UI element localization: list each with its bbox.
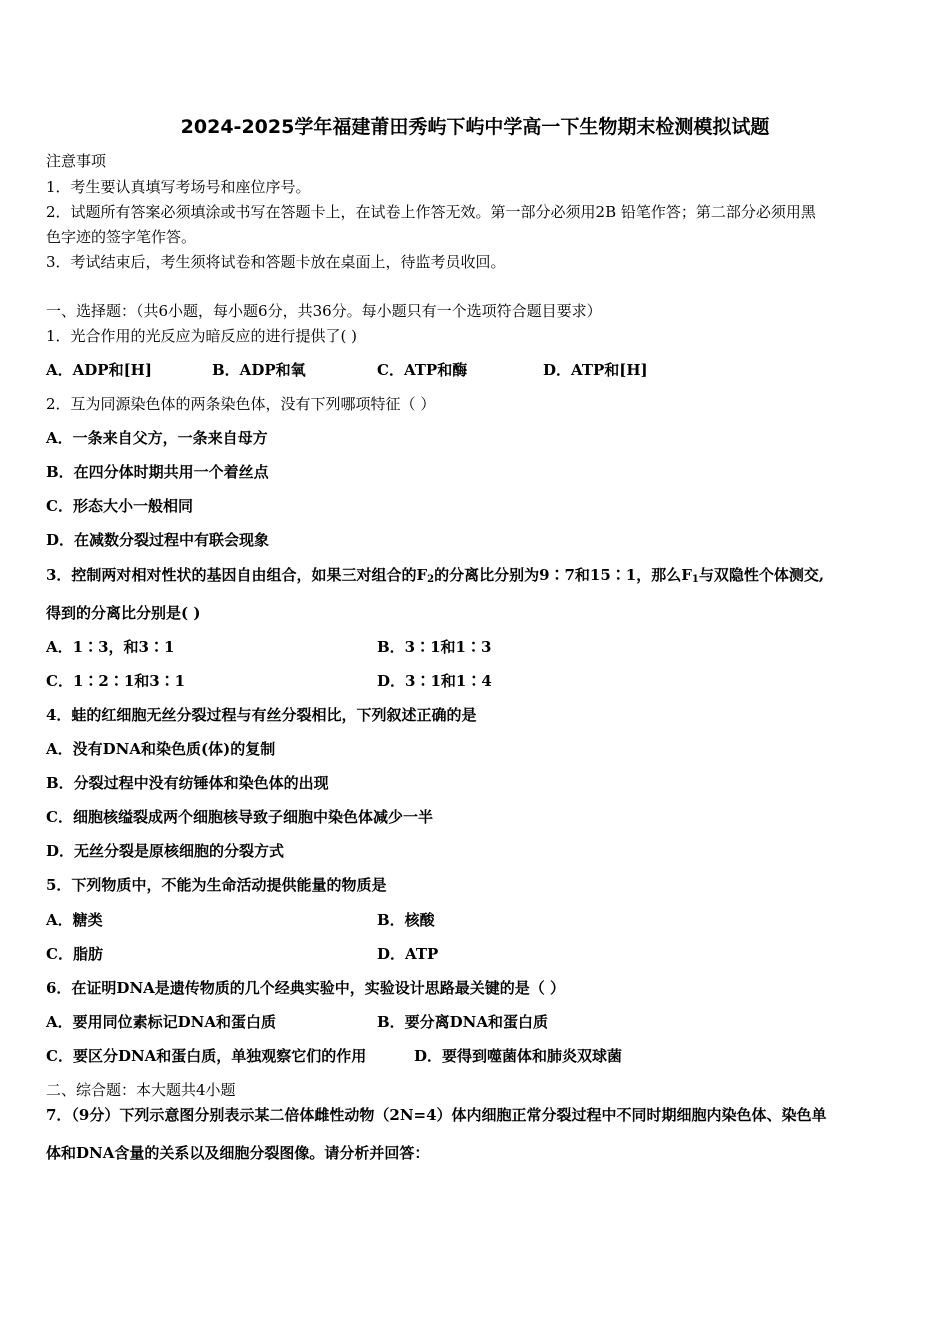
q4-option-a: A．没有DNA和染色质(体)的复制 (46, 740, 276, 758)
q3-subscript-2: 2 (427, 574, 435, 585)
q1-option-b: B．ADP和氧 (212, 361, 306, 379)
q4-option-b: B．分裂过程中没有纺锤体和染色体的出现 (46, 774, 329, 792)
q3-subscript-1: 1 (691, 574, 699, 585)
notice-heading: 注意事项 (46, 152, 107, 170)
q3-option-c: C．1∶2∶1和3∶1 (46, 672, 186, 690)
q6-option-a: A．要用同位素标记DNA和蛋白质 (46, 1013, 276, 1031)
q4-option-c: C．细胞核缢裂成两个细胞核导致子细胞中染色体减少一半 (46, 808, 433, 826)
question-6-stem: 6．在证明DNA是遗传物质的几个经典实验中，实验设计思路最关键的是（ ） (46, 979, 566, 997)
question-2-stem: 2．互为同源染色体的两条染色体，没有下列哪项特征（ ） (46, 395, 436, 413)
q3-stem-part-a: 3．控制两对相对性状的基因自由组合，如果三对组合的F (46, 566, 428, 584)
question-4-stem: 4．蛙的红细胞无丝分裂过程与有丝分裂相比，下列叙述正确的是 (46, 706, 477, 724)
section2-heading: 二、综合题：本大题共4小题 (46, 1081, 236, 1099)
question-7-stem: 7．（9分）下列示意图分别表示某二倍体雌性动物（2N=4）体内细胞正常分裂过程中不同时期细胞内染色体、染色单 (46, 1106, 827, 1124)
q1-option-d: D．ATP和[H] (543, 361, 648, 379)
q5-option-d: D．ATP (377, 945, 439, 963)
q1-option-a: A．ADP和[H] (46, 361, 152, 379)
q3-option-b: B．3∶1和1∶3 (377, 638, 492, 656)
section1-heading: 一、选择题：（共6小题，每小题6分，共36分。每小题只有一个选项符合题目要求） (46, 302, 602, 320)
question-1-stem: 1．光合作用的光反应为暗反应的进行提供了( ) (46, 327, 358, 345)
q6-option-c: C．要区分DNA和蛋白质，单独观察它们的作用 (46, 1047, 367, 1065)
q2-option-c: C．形态大小一般相同 (46, 497, 193, 515)
notice-item-1: 1．考生要认真填写考场号和座位序号。 (46, 178, 311, 196)
q6-option-b: B．要分离DNA和蛋白质 (377, 1013, 549, 1031)
q3-stem-part-c: 与双隐性个体测交, (698, 566, 825, 584)
notice-item-2-cont: 色字迹的签字笔作答。 (46, 228, 197, 246)
page-title: 2024-2025学年福建莆田秀屿下屿中学高一下生物期末检测模拟试题 (180, 116, 770, 138)
q3-option-a: A．1∶3，和3∶1 (46, 638, 175, 656)
q4-option-d: D．无丝分裂是原核细胞的分裂方式 (46, 842, 285, 860)
question-7-stem-line2: 体和DNA含量的关系以及细胞分裂图像。请分析并回答： (46, 1144, 430, 1162)
question-5-stem: 5．下列物质中，不能为生命活动提供能量的物质是 (46, 876, 387, 894)
q5-option-b: B．核酸 (377, 911, 435, 929)
q5-option-c: C．脂肪 (46, 945, 103, 963)
q3-stem-part-b: 的分离比分别为9∶7和15∶1，那么F (434, 566, 692, 584)
question-3-stem-line2: 得到的分离比分别是( ) (46, 604, 201, 622)
q2-option-d: D．在减数分裂过程中有联会现象 (46, 531, 270, 549)
q3-option-d: D．3∶1和1∶4 (377, 672, 492, 690)
notice-item-2: 2．试题所有答案必须填涂或书写在答题卡上，在试卷上作答无效。第一部分必须用2B 铅笔作答；第二部分必须用黑 (46, 203, 816, 221)
q6-option-d: D．要得到噬菌体和肺炎双球菌 (414, 1047, 623, 1065)
notice-item-3: 3．考试结束后，考生须将试卷和答题卡放在桌面上，待监考员收回。 (46, 253, 506, 271)
q5-option-a: A．糖类 (46, 911, 103, 929)
q2-option-b: B．在四分体时期共用一个着丝点 (46, 463, 269, 481)
q2-option-a: A．一条来自父方，一条来自母方 (46, 429, 268, 447)
q1-option-c: C．ATP和酶 (377, 361, 468, 379)
question-3-stem (46, 565, 824, 590)
